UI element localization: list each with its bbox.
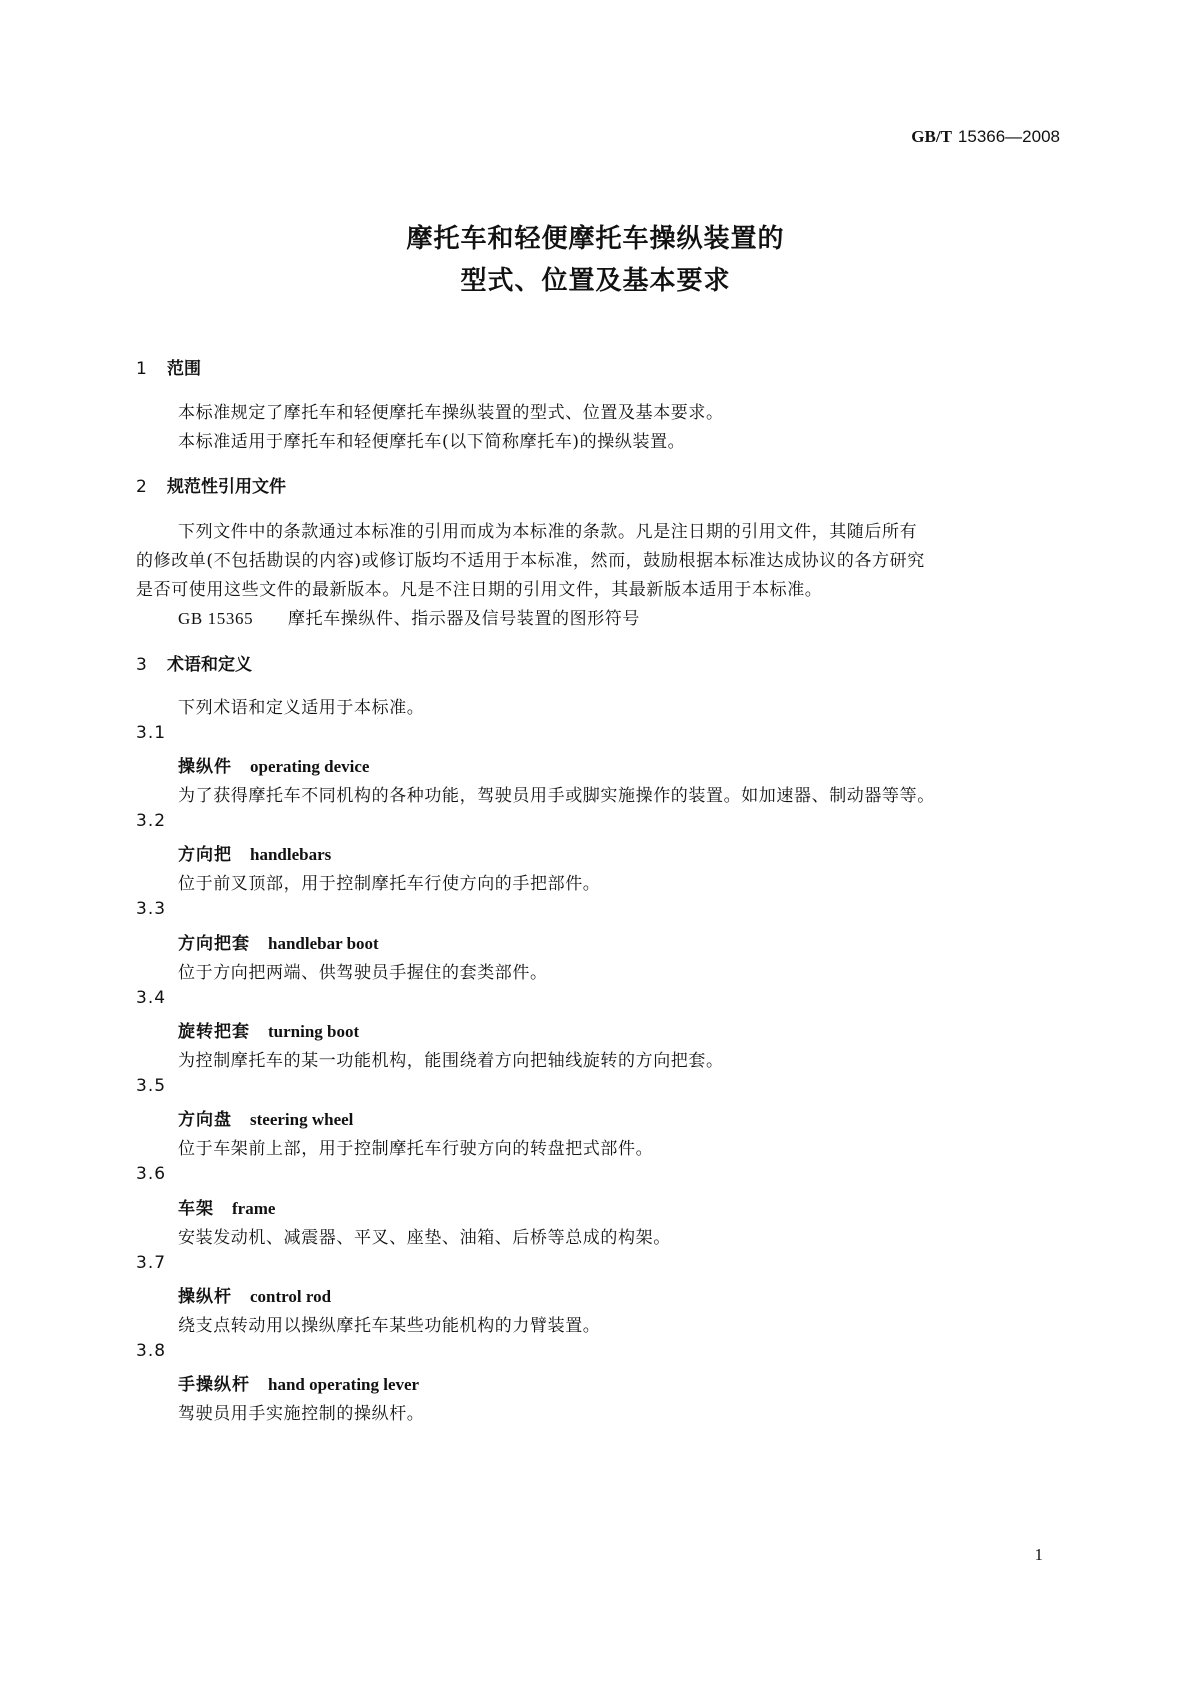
section-number: 2 <box>136 477 147 497</box>
paragraph: 下列术语和定义适用于本标准。 <box>178 698 425 718</box>
page-number: 1 <box>1034 1545 1043 1564</box>
term-entry <box>178 1370 419 1395</box>
term-definition: 位于方向把两端、供驾驶员手握住的套类部件。 <box>178 963 548 983</box>
section-number: 3 <box>136 655 147 675</box>
term-zh: 手操纵杆 <box>178 1375 250 1395</box>
clause-number: 3.2 <box>136 811 167 831</box>
section-1-heading <box>136 354 201 379</box>
term-definition: 驾驶员用手实施控制的操纵杆。 <box>178 1404 425 1424</box>
term-en: operating device <box>250 757 370 776</box>
standard-prefix: GB/T <box>911 127 952 146</box>
term-zh: 操纵件 <box>178 757 232 777</box>
term-zh: 操纵杆 <box>178 1287 232 1307</box>
term-definition: 安装发动机、减震器、平叉、座垫、油箱、后桥等总成的构架。 <box>178 1228 671 1248</box>
paragraph-line: 的修改单(不包括勘误的内容)或修订版均不适用于本标准，然而，鼓励根据本标准达成协议的各方研究 <box>136 551 925 571</box>
term-definition: 为控制摩托车的某一功能机构，能围绕着方向把轴线旋转的方向把套。 <box>178 1051 724 1071</box>
standard-number: 15366—2008 <box>957 127 1060 146</box>
term-en: turning boot <box>268 1022 360 1041</box>
term-zh: 方向把套 <box>178 934 250 954</box>
paragraph-line: 下列文件中的条款通过本标准的引用而成为本标准的条款。凡是注日期的引用文件，其随后所有 <box>178 522 918 542</box>
section-2-heading <box>136 472 286 497</box>
reference-title: 摩托车操纵件、指示器及信号装置的图形符号 <box>288 609 640 629</box>
term-entry <box>178 1282 331 1307</box>
term-zh: 方向盘 <box>178 1110 232 1130</box>
section-number: 1 <box>136 359 147 379</box>
clause-number: 3.7 <box>136 1253 167 1273</box>
clause-number: 3.1 <box>136 723 167 743</box>
term-definition: 位于前叉顶部，用于控制摩托车行使方向的手把部件。 <box>178 874 601 894</box>
clause-number: 3.3 <box>136 899 167 919</box>
term-entry <box>178 840 331 865</box>
term-definition: 为了获得摩托车不同机构的各种功能，驾驶员用手或脚实施操作的装置。如加速器、制动器等等。 <box>178 786 935 806</box>
standard-code <box>911 127 1060 147</box>
term-entry <box>178 1105 353 1130</box>
clause-number: 3.6 <box>136 1164 167 1184</box>
term-entry <box>178 929 379 954</box>
term-en: frame <box>232 1199 276 1218</box>
term-entry <box>178 1194 275 1219</box>
section-3-heading <box>136 650 252 675</box>
term-zh: 旋转把套 <box>178 1022 250 1042</box>
paragraph: 本标准适用于摩托车和轻便摩托车(以下简称摩托车)的操纵装置。 <box>178 432 686 452</box>
section-title: 范围 <box>167 359 201 379</box>
term-entry <box>178 752 369 777</box>
term-entry <box>178 1017 359 1042</box>
term-en: control rod <box>250 1287 332 1306</box>
term-zh: 车架 <box>178 1199 214 1219</box>
term-en: steering wheel <box>250 1110 354 1129</box>
reference-code: GB 15365 <box>178 609 254 628</box>
clause-number: 3.5 <box>136 1076 167 1096</box>
document-title-line-1: 摩托车和轻便摩托车操纵装置的 <box>406 224 785 254</box>
term-zh: 方向把 <box>178 845 232 865</box>
clause-number: 3.4 <box>136 988 167 1008</box>
paragraph: 本标准规定了摩托车和轻便摩托车操纵装置的型式、位置及基本要求。 <box>178 403 724 423</box>
paragraph-line: 是否可使用这些文件的最新版本。凡是不注日期的引用文件，其最新版本适用于本标准。 <box>136 580 823 600</box>
section-title: 术语和定义 <box>167 655 252 675</box>
term-en: handlebars <box>250 845 332 864</box>
term-en: handlebar boot <box>268 934 379 953</box>
term-definition: 绕支点转动用以操纵摩托车某些功能机构的力臂装置。 <box>178 1316 601 1336</box>
term-en: hand operating lever <box>268 1375 420 1394</box>
document-title-line-2: 型式、位置及基本要求 <box>460 266 731 296</box>
clause-number: 3.8 <box>136 1341 167 1361</box>
term-definition: 位于车架前上部，用于控制摩托车行驶方向的转盘把式部件。 <box>178 1139 654 1159</box>
normative-reference <box>178 604 640 629</box>
section-title: 规范性引用文件 <box>167 477 286 497</box>
